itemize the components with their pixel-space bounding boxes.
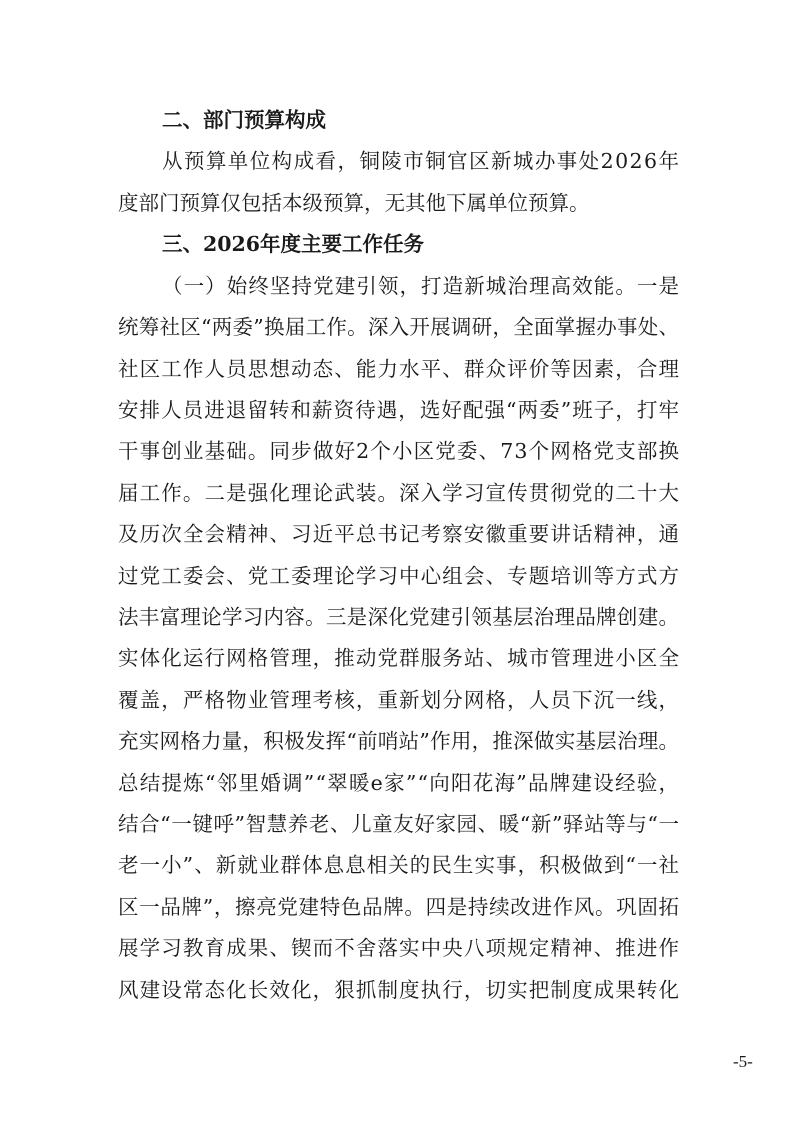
paragraph-line: 覆盖，严格物业管理考核，重新划分网格，人员下沉一线， [118,688,681,712]
paragraph-line: 社区工作人员思想动态、能力水平、群众评价等因素，合理 [118,357,681,381]
paragraph-line: 干事创业基础。同步做好2个小区党委、73个网格党支部换 [118,439,681,463]
paragraph-line: （一）始终坚持党建引领，打造新城治理高效能。一是 [162,274,681,298]
paragraph-line: 展学习教育成果、锲而不舍落实中央八项规定精神、推进作 [118,936,681,960]
paragraph-line: 安排人员进退留转和薪资待遇，选好配强“两委”班子，打牢 [118,398,681,422]
section-heading-main-tasks: 三、2026年度主要工作任务 [162,232,425,256]
paragraph-line: 法丰富理论学习内容。三是深化党建引领基层治理品牌创建。 [118,605,680,629]
paragraph-line: 届工作。二是强化理论武装。深入学习宣传贯彻党的二十大 [118,481,681,505]
paragraph-line: 统筹社区“两委”换届工作。深入开展调研，全面掌握办事处、 [118,315,680,339]
section-heading-budget-composition: 二、部门预算构成 [162,108,326,132]
paragraph-line: 过党工委会、党工委理论学习中心组会、专题培训等方式方 [118,564,681,588]
paragraph-line: 老一小”、新就业群体息息相关的民生实事，积极做到“一社 [118,853,681,877]
paragraph-line: 度部门预算仅包括本级预算，无其他下属单位预算。 [118,191,590,215]
paragraph-line: 风建设常态化长效化，狠抓制度执行，切实把制度成果转化 [118,978,681,1002]
paragraph-line: 从预算单位构成看，铜陵市铜官区新城办事处2026年 [162,149,681,173]
paragraph-line: 实体化运行网格管理，推动党群服务站、城市管理进小区全 [118,646,681,670]
paragraph-line: 充实网格力量，积极发挥“前哨站”作用，推深做实基层治理。 [118,729,680,753]
paragraph-line: 及历次全会精神、习近平总书记考察安徽重要讲话精神，通 [118,522,681,546]
paragraph-line: 区一品牌”，擦亮党建特色品牌。四是持续改进作风。巩固拓 [118,895,680,919]
paragraph-line: 结合“一键呼”智慧养老、儿童友好家园、暖“新”驿站等与“一 [118,812,680,836]
page-number: -5- [733,1052,753,1071]
paragraph-line: 总结提炼“邻里婚调”“翠暖e家”“向阳花海”品牌建设经验， [118,771,681,795]
